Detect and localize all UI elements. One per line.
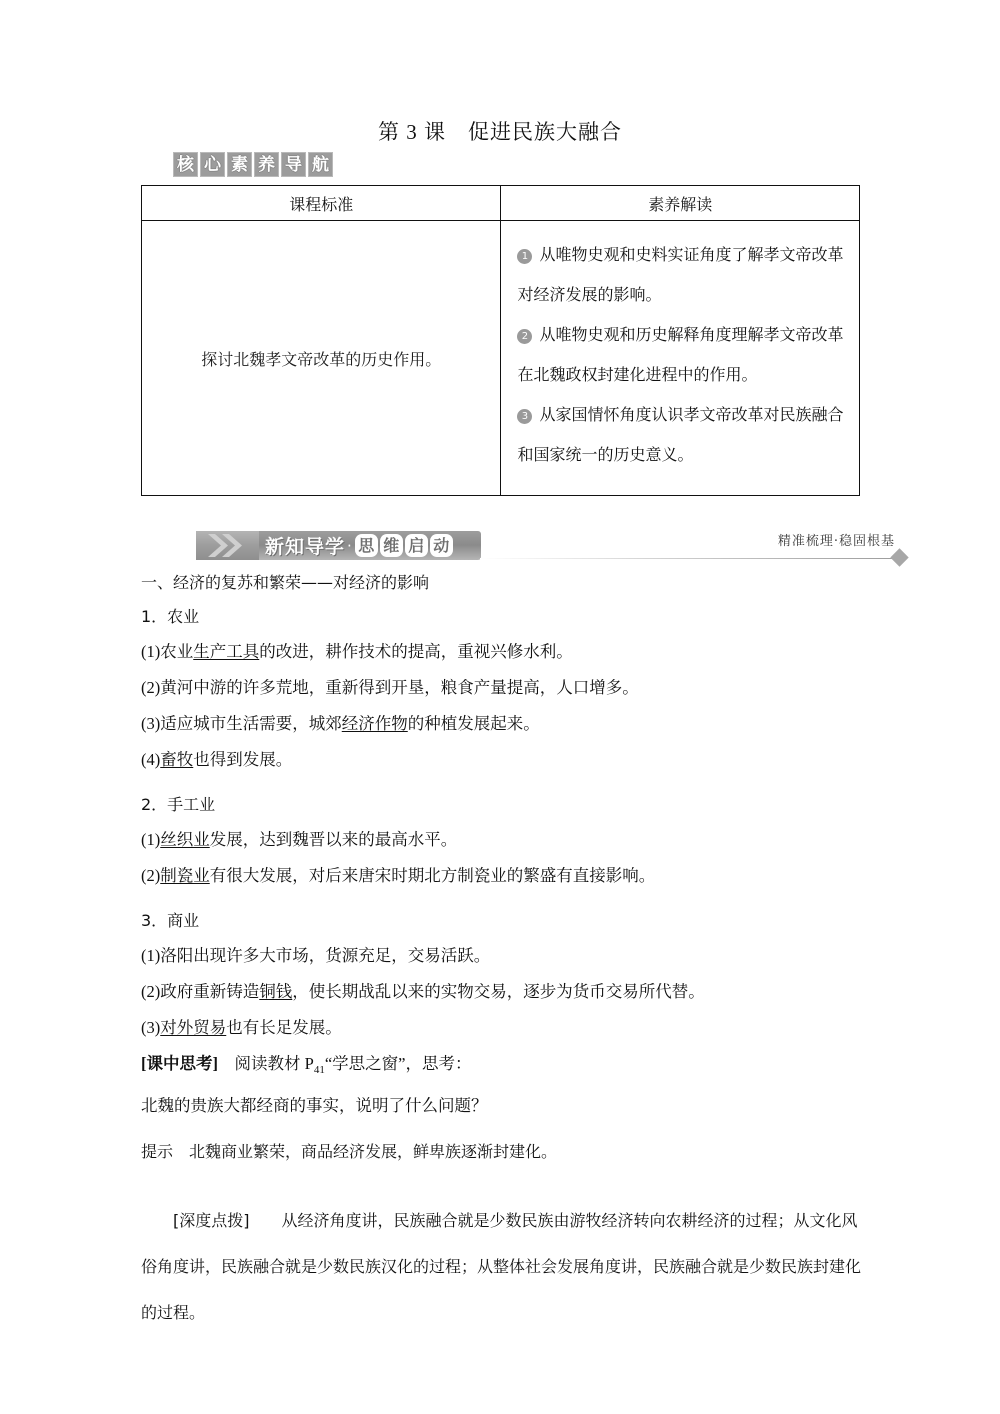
item-post: 有很大发展，对后来唐宋时期北方制瓷业的繁盛有直接影响。 (209, 866, 656, 885)
literacy-interpretation-cell (501, 221, 860, 496)
literacy-item-text: 从家国情怀角度认识孝文帝改革对民族融合和国家统一的历史意义。 (517, 405, 844, 464)
badge-char: 航 (308, 152, 333, 177)
section-banner-body (259, 531, 481, 560)
table-body-row (142, 221, 860, 496)
banner-boxed-char: 思 (355, 534, 378, 557)
curriculum-standard-cell: 探讨北魏孝文帝改革的历史作用。 (142, 221, 501, 496)
item-label: (1) (141, 946, 161, 965)
deep-insight-paragraph (141, 1198, 871, 1336)
key-term: 铜钱 (259, 982, 293, 1001)
item-pre: 洛阳出现许多大市场，货源充足，交易活跃。 (160, 946, 491, 965)
item-label: (1) (141, 830, 161, 849)
subheading-commerce: 3．商业 (141, 911, 200, 930)
item-post: ，使长期战乱以来的实物交易，逐步为货币交易所代替。 (292, 982, 705, 1001)
literacy-item-text: 从唯物史观和史料实证角度了解孝文帝改革对经济发展的影响。 (517, 245, 844, 304)
section-banner (196, 531, 481, 560)
subheading-handicraft: 2．手工业 (141, 795, 216, 814)
deep-insight-text: 从经济角度讲，民族融合就是少数民族由游牧经济转向农耕经济的过程；从文化风俗角度讲，民族融合就是少数民族汉化的过程；从整体社会发展角度讲，民族融合就是少数民族封建化的过程。 (141, 1211, 862, 1322)
section-banner-separator: · (347, 536, 352, 555)
item-label: (2) (141, 982, 161, 1001)
item-label: (1) (141, 642, 161, 661)
key-term: 制瓷业 (160, 866, 210, 885)
key-term: 生产工具 (193, 642, 260, 661)
heading-economy: 一、经济的复苏和繁荣——对经济的影响 (141, 573, 430, 592)
in-class-thinking-tag: [课中思考] (141, 1054, 218, 1073)
list-item (141, 828, 871, 852)
number-circle-icon: 1 (517, 249, 532, 264)
key-term: 畜牧 (160, 750, 194, 769)
item-post: 也得到发展。 (193, 750, 293, 769)
item-label: (3) (141, 1018, 161, 1037)
item-pre: 黄河中游的许多荒地，重新得到开垦，粮食产量提高，人口增多。 (160, 678, 639, 697)
item-post: 也有长足发展。 (226, 1018, 342, 1037)
item-pre: 农业 (160, 642, 194, 661)
hint-paragraph (141, 1140, 871, 1164)
list-item (141, 748, 871, 772)
body-content (141, 572, 871, 1336)
list-item (141, 980, 871, 1004)
diamond-icon (890, 548, 908, 566)
list-item (141, 1016, 871, 1040)
list-item (141, 712, 871, 736)
column-header-literacy: 素养解读 (501, 186, 860, 221)
item-post: 的改进，耕作技术的提高，重视兴修水利。 (259, 642, 573, 661)
column-header-curriculum: 课程标准 (142, 186, 501, 221)
literacy-item-text: 从唯物史观和历史解释角度理解孝文帝改革在北魏政权封建化进程中的作用。 (517, 325, 844, 384)
thinking-text-post: “学思之窗”，思考： (324, 1054, 472, 1073)
banner-boxed-char: 动 (430, 534, 453, 557)
badge-char: 导 (281, 152, 306, 177)
item-label: (3) (141, 714, 161, 733)
subheading-agriculture: 1．农业 (141, 607, 200, 626)
item-label: (2) (141, 678, 161, 697)
deep-insight-tag: [深度点拨] (173, 1211, 250, 1230)
standards-table (141, 185, 860, 496)
item-label: (2) (141, 866, 161, 885)
page-reference-subscript: 41 (313, 1064, 325, 1076)
core-literacy-badge (173, 152, 333, 177)
literacy-item (517, 235, 845, 315)
item-post: 发展，达到魏晋以来的最高水平。 (209, 830, 458, 849)
list-item (141, 864, 871, 888)
banner-boxed-char: 启 (405, 534, 428, 557)
item-post: 的种植发展起来。 (407, 714, 540, 733)
banner-boxed-char: 维 (380, 534, 403, 557)
item-label: (4) (141, 750, 161, 769)
badge-char: 素 (227, 152, 252, 177)
banner-rule-line (480, 558, 895, 559)
table-header-row (142, 186, 860, 221)
thinking-question: 北魏的贵族大都经商的事实，说明了什么问题？ (141, 1096, 488, 1115)
key-term: 对外贸易 (160, 1018, 227, 1037)
item-pre: 适应城市生活需要，城郊 (160, 714, 342, 733)
key-term: 经济作物 (341, 714, 408, 733)
hint-label: 提示 (141, 1142, 174, 1161)
badge-char: 心 (200, 152, 225, 177)
badge-char: 核 (173, 152, 198, 177)
hint-text: 北魏商业繁荣，商品经济发展，鲜卑族逐渐封建化。 (189, 1142, 558, 1161)
page-title: 第 3 课 促进民族大融合 (378, 120, 622, 144)
thinking-text-pre: 阅读教材 P (234, 1054, 314, 1073)
literacy-item (517, 395, 845, 475)
section-tagline: 精准梳理·稳固根基 (777, 534, 895, 549)
double-chevron-icon (196, 531, 259, 560)
list-item (141, 676, 871, 700)
section-banner-title: 新知导学 (265, 536, 346, 558)
item-pre: 政府重新铸造 (160, 982, 260, 1001)
badge-char: 养 (254, 152, 279, 177)
number-circle-icon: 3 (517, 409, 532, 424)
in-class-thinking-prompt (141, 1052, 871, 1082)
literacy-item (517, 315, 845, 395)
list-item (141, 640, 871, 664)
key-term: 丝织业 (160, 830, 210, 849)
list-item (141, 944, 871, 968)
number-circle-icon: 2 (517, 329, 532, 344)
